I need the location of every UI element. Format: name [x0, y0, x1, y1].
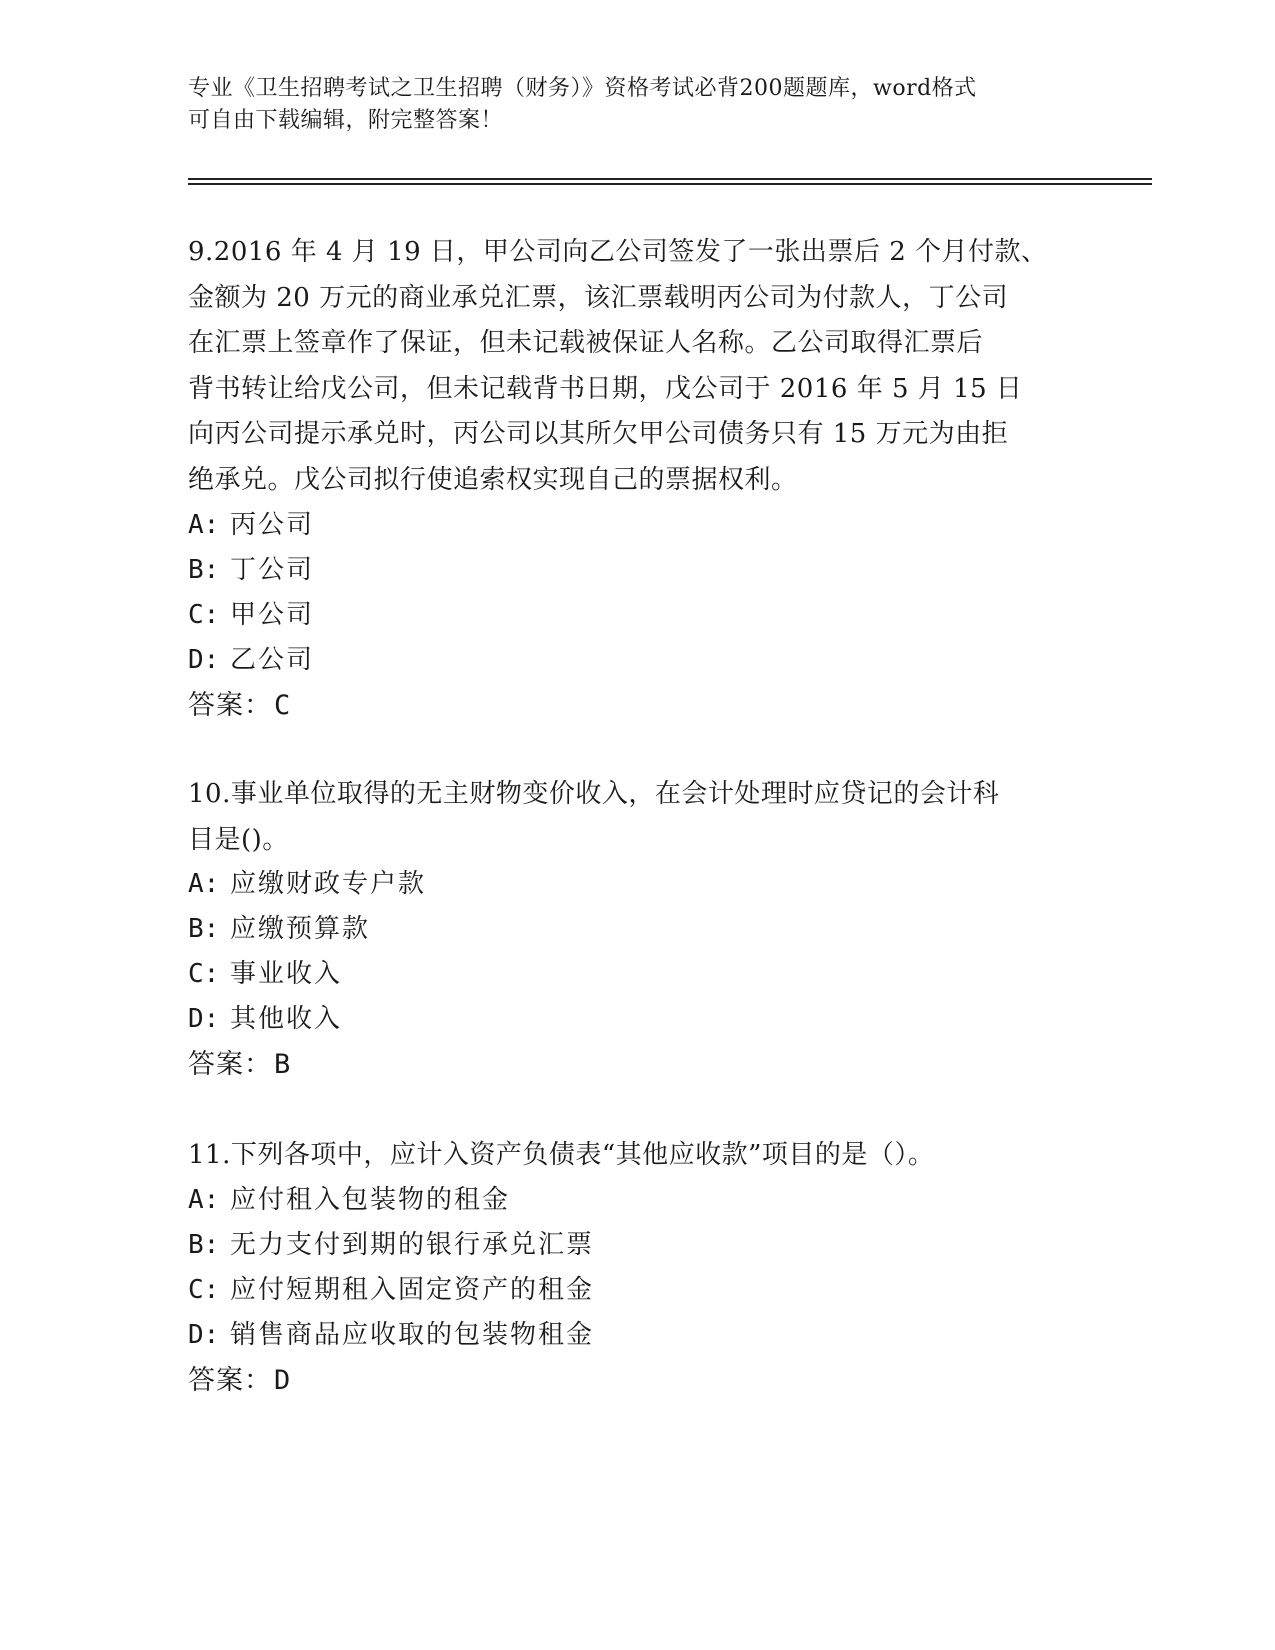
question-line: 向丙公司提示承兑时，丙公司以其所欠甲公司债务只有 15 万元为由拒	[188, 419, 1009, 449]
question-10-option-d	[188, 997, 342, 1043]
question-line: 金额为 20 万元的商业承兑汇票，该汇票载明丙公司为付款人，丁公司	[188, 282, 1009, 313]
option-text: 其他收入	[230, 1004, 343, 1034]
answer-value: B	[274, 1049, 292, 1080]
question-9-text	[188, 230, 1083, 503]
option-text: 甲公司	[230, 600, 315, 630]
answer-label: 答案：	[188, 690, 272, 721]
option-text: 无力支付到期的银行承兑汇票	[230, 1230, 595, 1260]
answer-value: C	[274, 690, 292, 721]
header-rule-bottom	[188, 183, 1152, 185]
answer-value: D	[274, 1365, 292, 1396]
question-line: 11.下列各项中，应计入资产负债表“其他应收款”项目的是（）。	[188, 1140, 935, 1170]
question-11-text	[188, 1133, 1083, 1179]
option-text: 应缴预算款	[230, 914, 371, 944]
option-key: A:	[188, 510, 220, 540]
question-line: 10.事业单位取得的无主财物变价收入，在会计处理时应贷记的会计科	[188, 779, 1000, 809]
question-9-option-d	[188, 638, 314, 684]
header-title-line-2: 可自由下载编辑，附完整答案！	[188, 108, 504, 133]
option-text: 应付租入包装物的租金	[230, 1185, 511, 1215]
option-key: A:	[188, 1185, 220, 1215]
header-rule-top	[188, 178, 1152, 180]
option-key: C:	[188, 1275, 220, 1305]
option-key: C:	[188, 600, 220, 630]
option-key: D:	[188, 645, 220, 675]
question-line: 背书转让给戊公司，但未记载背书日期，戊公司于 2016 年 5 月 15 日	[188, 373, 1023, 404]
question-10-text	[188, 772, 1083, 863]
option-key: D:	[188, 1004, 220, 1034]
question-11-option-b	[188, 1223, 594, 1269]
option-text: 应缴财政专户款	[230, 869, 427, 899]
option-text: 丙公司	[230, 510, 315, 540]
question-line: 绝承兑。戊公司拟行使追索权实现自己的票据权利。	[188, 464, 798, 495]
question-9-option-c	[188, 593, 314, 639]
question-10-answer	[188, 1042, 291, 1088]
option-text: 乙公司	[230, 645, 315, 675]
question-9-option-b	[188, 548, 314, 594]
option-key: B:	[188, 914, 220, 944]
question-10-option-b	[188, 907, 370, 953]
answer-label: 答案：	[188, 1365, 272, 1396]
option-key: B:	[188, 1230, 220, 1260]
question-10-option-a	[188, 862, 426, 908]
question-11-option-d	[188, 1313, 594, 1359]
answer-label: 答案：	[188, 1049, 272, 1080]
option-text: 应付短期租入固定资产的租金	[230, 1275, 595, 1305]
question-11-option-c	[188, 1268, 594, 1314]
question-11-answer	[188, 1358, 291, 1404]
option-text: 事业收入	[230, 959, 343, 989]
question-line: 目是()。	[188, 824, 289, 855]
option-key: A:	[188, 869, 220, 899]
document-header	[188, 73, 1068, 137]
question-line: 在汇票上签章作了保证，但未记载被保证人名称。乙公司取得汇票后	[188, 328, 984, 358]
question-11-option-a	[188, 1178, 510, 1224]
option-key: B:	[188, 555, 220, 585]
option-text: 丁公司	[230, 555, 315, 585]
option-text: 销售商品应收取的包装物租金	[230, 1320, 595, 1350]
question-9-answer	[188, 683, 291, 729]
question-10-option-c	[188, 952, 342, 998]
header-title-line-1: 专业《卫生招聘考试之卫生招聘（财务）》资格考试必背200题题库，word格式	[188, 76, 977, 101]
question-line: 9.2016 年 4 月 19 日，甲公司向乙公司签发了一张出票后 2 个月付款、	[188, 237, 1048, 267]
option-key: C:	[188, 959, 220, 989]
option-key: D:	[188, 1320, 220, 1350]
question-9-option-a	[188, 503, 314, 549]
